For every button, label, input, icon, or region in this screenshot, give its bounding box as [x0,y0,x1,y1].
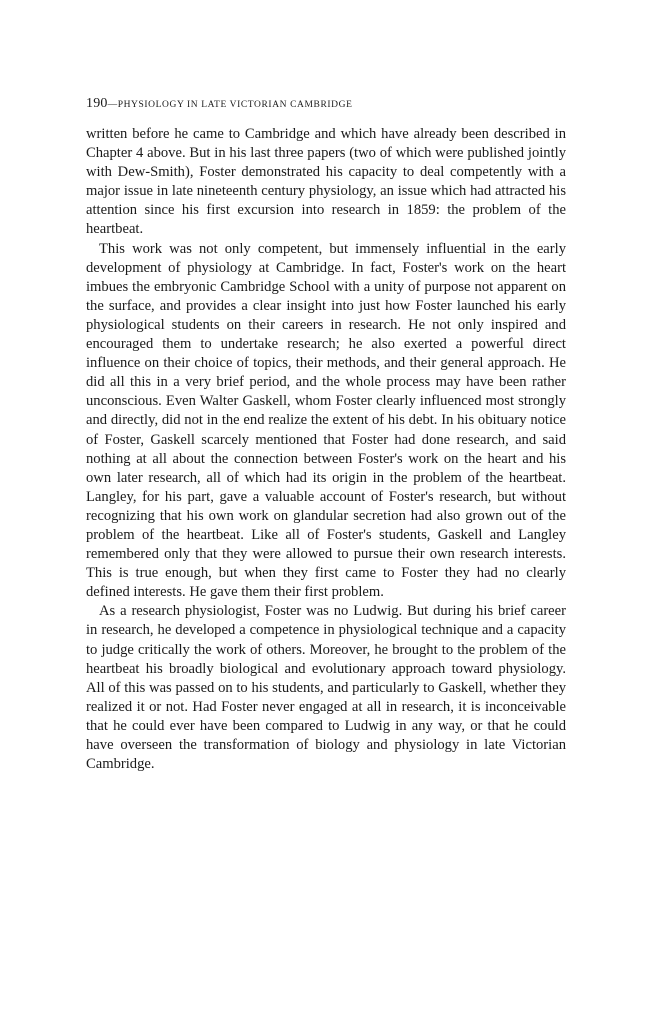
paragraph-1: written before he came to Cambridge and which have already been described in Chapter 4 above. But in his last three papers (two of which were published jointly with Dew-Smith), Foster demonstrated his capacity to deal competently with a major issue in late nineteenth century physiology, an issue which had attracted his attention since his first excursion into research in 1859: the problem of the heartbeat. [86,126,566,238]
paragraph-3: As a research physiologist, Foster was no Ludwig. But during his brief career in research, he developed a competence in physiological technique and a capacity to judge critically the work of others. Moreover, he brought to the problem of the heartbeat his broadly biological and evolutionary approach toward physiology. All of this was passed on to his students, and particularly to Gaskell, whether they realized it or not. Had Foster never engaged at all in research, it is inconceivable that he could ever have been compared to Ludwig in any way, or that he could have overseen the transformation of biology and physiology in late Victorian Cambridge. [86,603,566,773]
running-title: —PHYSIOLOGY IN LATE VICTORIAN CAMBRIDGE [107,100,353,110]
running-head [86,96,566,113]
book-page [86,96,566,774]
paragraph-2: This work was not only competent, but immensely influential in the early development of physiology at Cambridge. In fact, Foster's work on the heart imbues the embryonic Cambridge School with a unity of purpose not apparent on the surface, and provides a clear insight into just how Foster launched his early physiological students on their careers in research. He not only inspired and encouraged them to undertake research; he also exerted a powerful direct influence on their choice of topics, their methods, and their general approach. He did all this in a very brief period, and the whole process may have been rather unconscious. Even Walter Gaskell, whom Foster clearly influenced most strongly and directly, did not in the end realize the extent of his debt. In his obituary notice of Foster, Gaskell scarcely mentioned that Foster had done research, and said nothing at all about the connection between Foster's work on the heart and his own later research, all of which had its origin in the problem of the heartbeat. Langley, for his part, gave a valuable account of Foster's research, but without recognizing that his own work on glandular secretion had also grown out of the problem of the heartbeat. Like all of Foster's students, Gaskell and Langley remembered only that they were allowed to pursue their own research interests. This is true enough, but when they first came to Foster they had no clearly defined interests. He gave them their first problem. [86,240,566,601]
page-number: 190 [86,96,108,111]
